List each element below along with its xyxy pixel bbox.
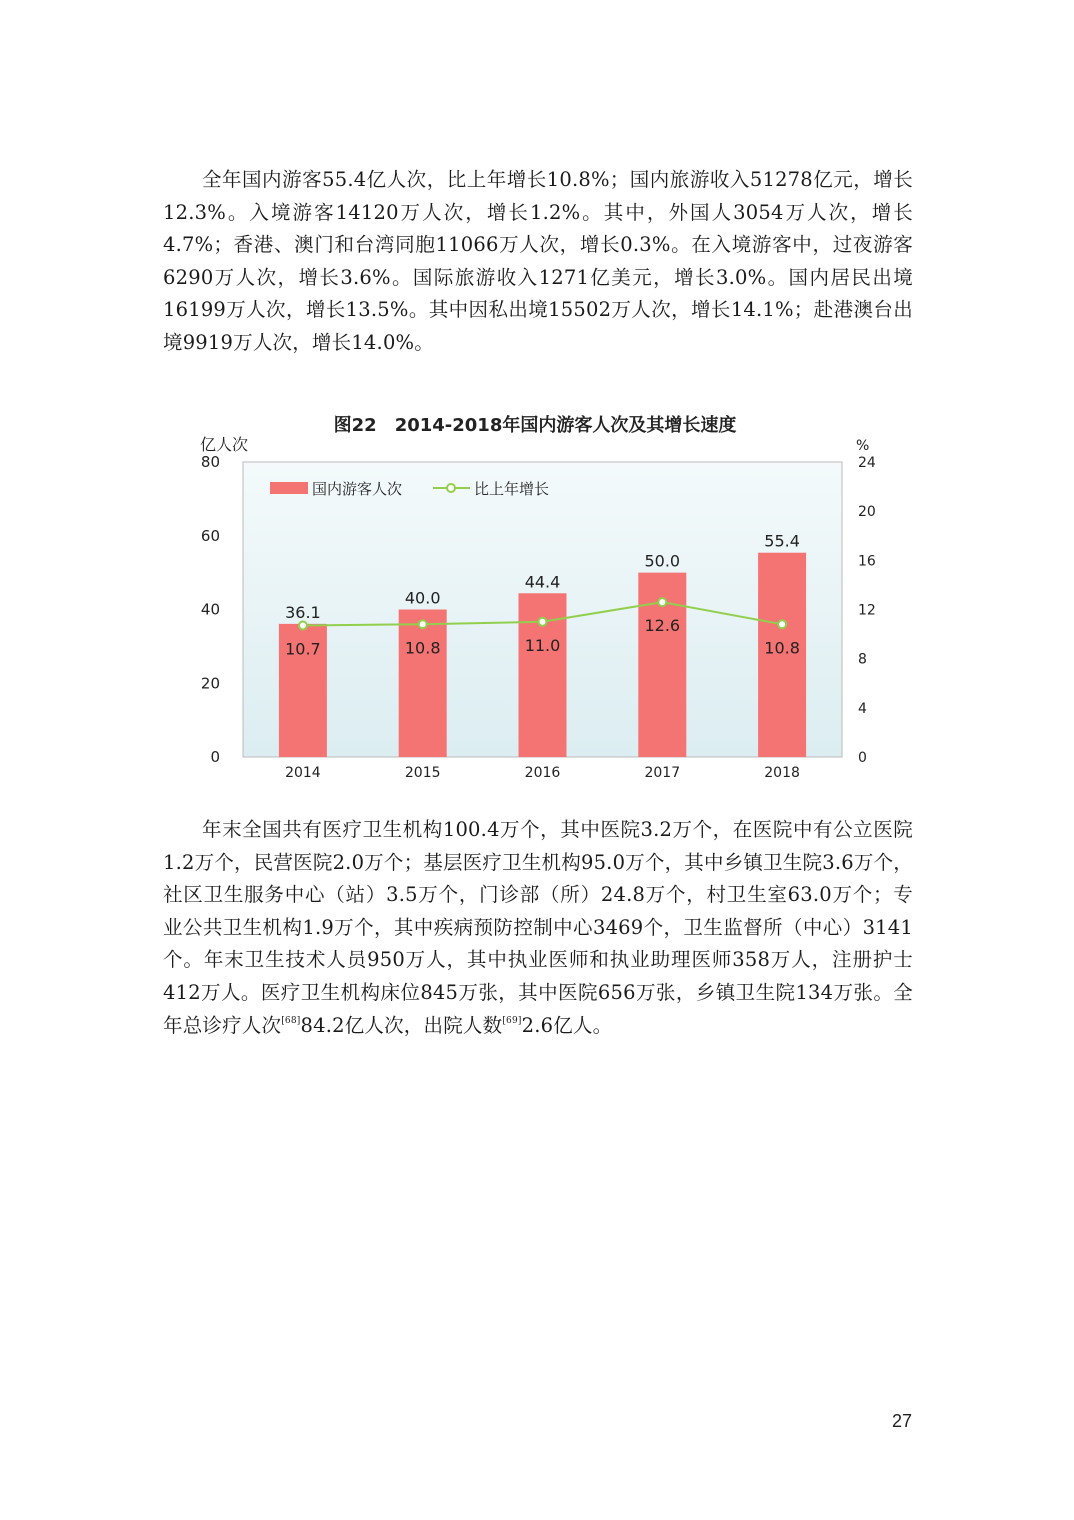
bar-value-label: 44.4 bbox=[524, 572, 561, 592]
left-axis-ticks bbox=[201, 453, 220, 766]
legend-bar-label: 国内游客人次 bbox=[312, 480, 403, 498]
paragraph-health-part3: 2.6亿人。 bbox=[521, 1013, 613, 1037]
growth-value-label: 12.6 bbox=[644, 616, 681, 636]
bar-value-label: 36.1 bbox=[285, 602, 321, 622]
right-axis-tick-label: 16 bbox=[858, 553, 876, 570]
legend-bar-swatch bbox=[270, 482, 308, 494]
x-tick-label: 2017 bbox=[644, 765, 681, 781]
left-axis-tick-label: 20 bbox=[200, 674, 220, 693]
right-axis-tick-label: 4 bbox=[858, 700, 867, 717]
chart-title: 图22 2014-2018年国内游客人次及其增长速度 bbox=[333, 415, 737, 436]
legend-line-label: 比上年增长 bbox=[474, 480, 550, 498]
x-axis-ticks bbox=[285, 765, 800, 781]
growth-point-2017 bbox=[658, 598, 666, 606]
growth-point-2016 bbox=[539, 618, 547, 626]
growth-value-label: 11.0 bbox=[524, 635, 561, 655]
bar-2015 bbox=[399, 610, 447, 758]
right-axis-label: % bbox=[856, 438, 870, 454]
growth-value-label: 10.7 bbox=[285, 639, 321, 659]
growth-point-2018 bbox=[778, 620, 786, 628]
left-axis-tick-label: 40 bbox=[200, 600, 220, 619]
left-axis-tick-label: 80 bbox=[200, 453, 220, 471]
growth-value-label: 10.8 bbox=[764, 638, 800, 658]
right-axis-tick-label: 24 bbox=[858, 455, 876, 471]
right-axis-ticks bbox=[858, 455, 876, 766]
growth-point-2014 bbox=[299, 621, 307, 629]
growth-point-2015 bbox=[419, 620, 427, 628]
left-axis-label: 亿人次 bbox=[200, 435, 249, 454]
paragraph-tourism: 全年国内游客55.4亿人次，比上年增长10.8%；国内旅游收入51278亿元，增长12.3%。入境游客14120万人次，增长1.2%。其中，外国人3054万人次，增长4.7%；香港、澳门和台湾同胞11066万人次，增长0.3%。在入境游客中，过夜游客6290万人次，增长3.6%。国际旅游收入1271亿美元，增长3.0%。国内居民出境16199万人次，增长13.5%。其中因私出境15502万人次，增长14.1%；赴港澳台出境9919万人次，增长14.0%。 bbox=[163, 168, 913, 354]
growth-value-label: 10.8 bbox=[404, 638, 441, 658]
right-axis-tick-label: 20 bbox=[858, 504, 876, 521]
bar-value-label: 40.0 bbox=[404, 588, 441, 608]
footnote-ref-68[interactable]: [68] bbox=[281, 1015, 301, 1026]
left-axis-tick-label: 0 bbox=[210, 748, 220, 766]
bar-value-label: 50.0 bbox=[644, 551, 681, 571]
x-tick-label: 2016 bbox=[524, 765, 561, 781]
footnote-ref-69[interactable]: [69] bbox=[502, 1015, 522, 1026]
x-tick-label: 2018 bbox=[764, 765, 800, 781]
legend-line-marker bbox=[447, 484, 455, 492]
x-tick-label: 2015 bbox=[404, 765, 441, 781]
right-axis-tick-label: 8 bbox=[858, 651, 867, 668]
paragraph-health-part2: 84.2亿人次，出院人数 bbox=[300, 1013, 503, 1037]
x-tick-label: 2014 bbox=[285, 765, 321, 781]
chart-svg bbox=[180, 395, 894, 803]
paragraph-health-part1: 年末全国共有医疗卫生机构100.4万个，其中医院3.2万个，在医院中有公立医院1.2万个，民营医院2.0万个；基层医疗卫生机构95.0万个，其中乡镇卫生院3.6万个，社区卫生服务中心（站）3.5万个，门诊部（所）24.8万个，村卫生室63.0万个；专业公共卫生机构1.9万个，其中疾病预防控制中心3469个，卫生监督所（中心）3141个。年末卫生技术人员950万人，其中执业医师和执业助理医师358万人，注册护士412万人。医疗卫生机构床位845万张，其中医院656万张，乡镇卫生院134万张。全年总诊疗人次 bbox=[163, 818, 913, 1037]
right-axis-tick-label: 0 bbox=[858, 750, 867, 766]
right-axis-tick-label: 12 bbox=[858, 602, 876, 619]
page-number: 27 bbox=[891, 1411, 912, 1431]
left-axis-tick-label: 60 bbox=[200, 526, 220, 545]
paragraph-health bbox=[163, 814, 913, 1042]
chart-figure bbox=[180, 395, 894, 803]
bar-value-label: 55.4 bbox=[764, 531, 800, 551]
